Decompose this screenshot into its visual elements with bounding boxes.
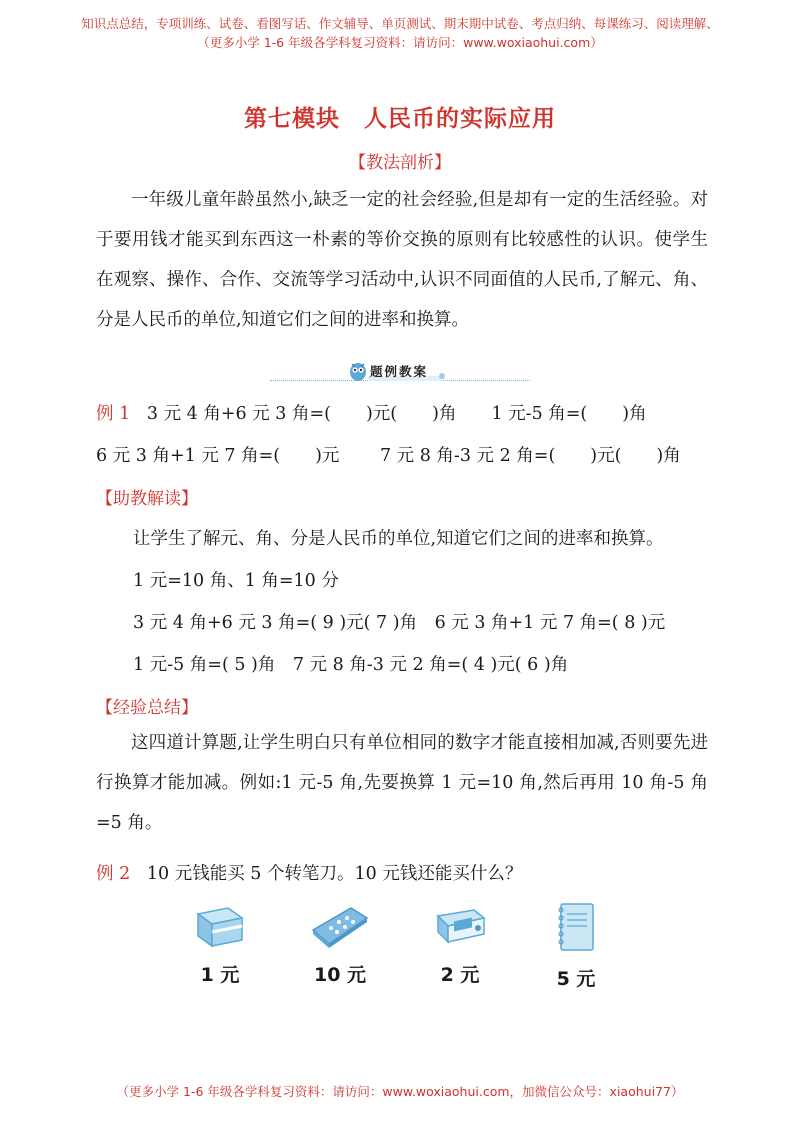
- price-notebook: 5 元: [556, 968, 596, 990]
- example1-label: 例 1: [96, 404, 131, 424]
- method-paragraph: 一年级儿童年龄虽然小,缺乏一定的社会经验,但是却有一定的生活经验。对于要用钱才能买到东西这一朴素的等价交换的原则有比较感性的认识。使学生在观察、操作、合作、交流等学习活动中,认识不同面值的人民币,了解元、角、分是人民币的单位,知道它们之间的进率和换算。: [96, 190, 708, 330]
- guide-line-1: 让学生了解元、角、分是人民币的单位,知道它们之间的进率和换算。: [133, 529, 664, 549]
- notebook-icon: [553, 900, 599, 956]
- price-pencil-case: 10 元: [313, 964, 367, 986]
- summary-paragraph: 这四道计算题,让学生明白只有单位相同的数字才能直接相加减,否则要先进行换算才能加减。例如:1 元-5 角,先要换算 1 元=10 角,然后再用 10 角-5 角=5 角。: [96, 733, 708, 833]
- footer: （更多小学 1-6 年级各学科复习资料：请访问：www.woxiaohui.com，加微信公众号：xiaohui77）: [116, 1084, 684, 1099]
- guide-line-3: 3 元 4 角+6 元 3 角=( 9 )元( 7 )角 6 元 3 角+1 元 7 角=( 8 )元: [133, 613, 666, 633]
- example2-question: 10 元钱能买 5 个转笔刀。10 元钱还能买什么？: [146, 864, 523, 884]
- example2-line: [96, 860, 522, 885]
- example1-text-1: 3 元 4 角+6 元 3 角=( )元( )角 1 元-5 角=( )角: [146, 404, 647, 424]
- product-notebook: [536, 900, 616, 991]
- product-pencil-case: [300, 900, 380, 987]
- product-sharpener: [420, 900, 500, 987]
- divider-label: 题例教案: [370, 364, 429, 379]
- header-line-2: （更多小学 1-6 年级各学科复习资料：请访问：www.woxiaohui.com）: [197, 35, 603, 50]
- example1-line-2: 6 元 3 角+1 元 7 角=( )元 7 元 8 角-3 元 2 角=( )元( )角: [96, 446, 681, 466]
- example2-label: 例 2: [96, 864, 131, 884]
- pencil-case-icon: [309, 900, 371, 952]
- sharpener-icon: [432, 900, 488, 952]
- section-heading-method: 【教法剖析】: [349, 153, 451, 173]
- header-line-1: 知识点总结，专项训练、试卷、看图写话、作文辅导、单页测试、期末期中试卷、考点归纳、每课练习、阅读理解、: [81, 16, 719, 31]
- section-heading-summary: 【经验总结】: [96, 698, 198, 718]
- eraser-icon: [192, 900, 248, 952]
- guide-line-2: 1 元=10 角、1 角=10 分: [133, 571, 339, 591]
- example1-line-1: [96, 400, 647, 425]
- guide-line-4: 1 元-5 角=( 5 )角 7 元 8 角-3 元 2 角=( 4 )元( 6 )角: [133, 655, 569, 675]
- price-sharpener: 2 元: [440, 964, 480, 986]
- example-divider: [270, 358, 530, 388]
- product-eraser: [180, 900, 260, 987]
- price-eraser: 1 元: [200, 964, 240, 986]
- page-title: 第七模块 人民币的实际应用: [244, 106, 556, 132]
- section-heading-guide: 【助教解读】: [96, 489, 198, 509]
